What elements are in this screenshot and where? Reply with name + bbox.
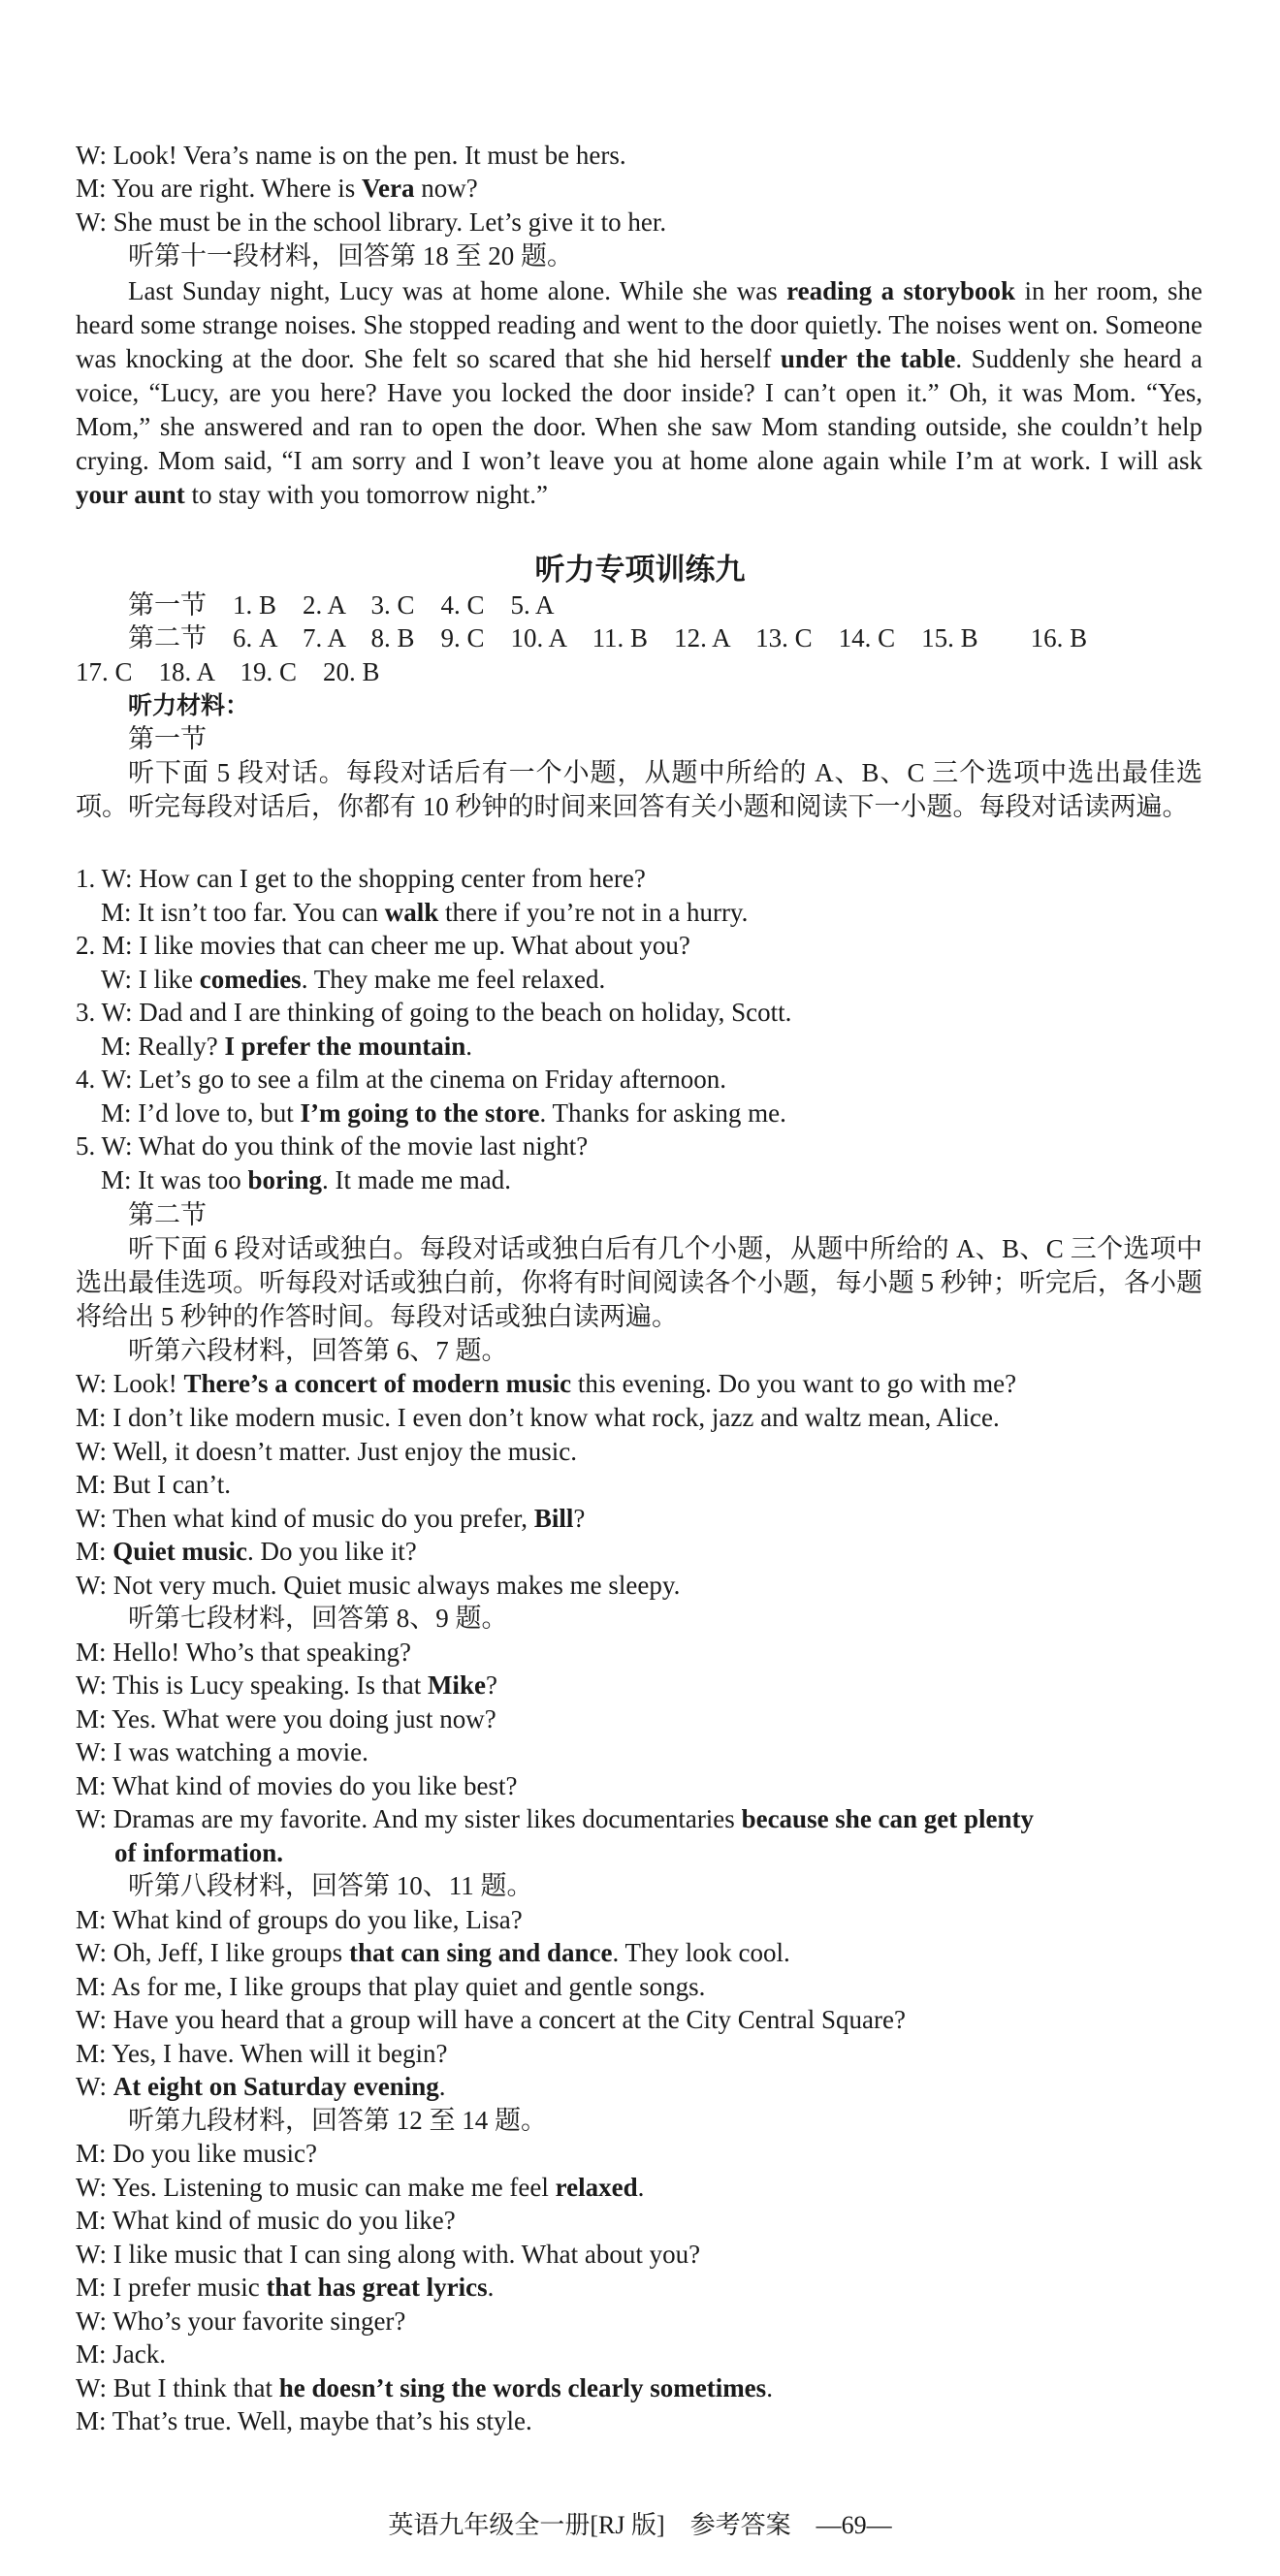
dialogue-line: M: What kind of movies do you like best? [76,1771,518,1800]
dialogue-line: 5. W: What do you think of the movie last night? [76,1131,589,1161]
dialogue-line: M: Do you like music? [76,2139,317,2168]
dialogue-line: M: Hello! Who’s that speaking? [76,1638,411,1667]
dialogue-line: M: What kind of music do you like? [76,2206,456,2235]
dialogue-line: M: I don’t like modern music. I even don’t know what rock, jazz and waltz mean, Alice. [76,1403,1000,1432]
dialogue-line: M: You are right. Where is Vera now? [76,174,478,203]
dialogue-line: W: Have you heard that a group will have a concert at the City Central Square? [76,2005,906,2034]
story-paragraph: Last Sunday night, Lucy was at home alone. While she was reading a storybook in her room, she heard some strange noises. She stopped reading and went to the door quietly. The noises went on. Someone was knocking at the door. She felt so scared that she hid herself under the table. Suddenly she heard a voice, “Lucy, are you here? Have you locked the door inside? I can’t open it.” Oh, it was Mom. “Yes, Mom,” she answered and ran to open the door. When she saw Mom standing outside, she couldn’t help crying. Mom said, “I am sorry and I won’t leave you at home alone again while I’m at work. I will ask your aunt to stay with you tomorrow night.” [76,276,1203,509]
dialogue-line: M: Yes, I have. When will it begin? [76,2039,448,2068]
section-heading: 听第十一段材料，回答第 18 至 20 题。 [128,241,573,270]
dialogue-line: M: That’s true. Well, maybe that’s his style. [76,2406,532,2435]
dialogue-line: M: I prefer music that has great lyrics. [76,2273,495,2302]
section-heading: 听第八段材料，回答第 10、11 题。 [128,1871,533,1900]
dialogue-line: W: I like music that I can sing along with. What about you? [76,2240,701,2269]
dialogue-line: W: Oh, Jeff, I like groups that can sing and dance. They look cool. [76,1938,790,1967]
section2-label: 第二节 [128,1200,207,1229]
dialogue-line: M: Yes. What were you doing just now? [76,1704,496,1733]
answers-part1: 第一节 1. B 2. A 3. C 4. C 5. A [128,590,555,620]
answers-part2-line1: 第二节 6. A 7. A 8. B 9. C 10. A 11. B 12. A 13. C 14. C 15. B 16. B [128,623,1088,652]
dialogue-line: M: Really? I prefer the mountain. [101,1032,472,1061]
dialogue-line: 2. M: I like movies that can cheer me up. What about you? [76,931,690,960]
dialogue-line: W: Look! There’s a concert of modern music this evening. Do you want to go with me? [76,1369,1017,1398]
dialogue-continuation: of information. [114,1838,283,1867]
page-title: 听力专项训练九 [534,553,746,588]
dialogue-line: M: What kind of groups do you like, Lisa? [76,1905,523,1934]
dialogue-line: W: Then what kind of music do you prefer, Bill? [76,1504,586,1533]
materials-label: 听力材料： [128,691,250,719]
dialogue-line: W: Look! Vera’s name is on the pen. It must be hers. [76,141,626,170]
dialogue-line: M: Jack. [76,2339,166,2369]
page-footer: 英语九年级全一册[RJ 版] 参考答案 —69— [388,2511,892,2539]
dialogue-line: M: It was too boring. It made me mad. [101,1165,511,1194]
answers-part2-line2: 17. C 18. A 19. C 20. B [76,657,380,686]
dialogue-line: W: She must be in the school library. Let’s give it to her. [76,207,667,237]
section-heading: 听第九段材料，回答第 12 至 14 题。 [128,2106,547,2135]
dialogue-line: M: I’d love to, but I’m going to the store. Thanks for asking me. [101,1098,786,1128]
dialogue-line: 4. W: Let’s go to see a film at the cinema on Friday afternoon. [76,1065,727,1094]
dialogue-line: M: Quiet music. Do you like it? [76,1537,417,1566]
dialogue-line: W: I was watching a movie. [76,1737,368,1766]
dialogue-line: M: But I can’t. [76,1470,231,1499]
dialogue-line: W: Well, it doesn’t matter. Just enjoy the music. [76,1437,578,1466]
section2-instructions: 听下面 6 段对话或独白。每段对话或独白后有几个小题，从题中所给的 A、B、C 三个选项中选出最佳选项。听每段对话或独白前，你将有时间阅读各个小题，每小题 5 秒钟；听完后，各小题将给出 5 秒钟的作答时间。每段对话或独白读两遍。 [76,1234,1202,1331]
section1-label: 第一节 [128,724,207,753]
dialogue-line: W: Dramas are my favorite. And my sister likes documentaries because she can get plenty [76,1804,1035,1833]
dialogue-line: W: Not very much. Quiet music always makes me sleepy. [76,1571,681,1600]
dialogue-line: W: Who’s your favorite singer? [76,2306,406,2336]
dialogue-line: W: But I think that he doesn’t sing the words clearly sometimes. [76,2373,773,2402]
dialogue-line: M: It isn’t too far. You can walk there if you’re not in a hurry. [101,898,749,927]
dialogue-line: W: I like comedies. They make me feel relaxed. [101,965,606,994]
dialogue-line: M: As for me, I like groups that play quiet and gentle songs. [76,1972,706,2001]
dialogue-line: 3. W: Dad and I are thinking of going to the beach on holiday, Scott. [76,998,792,1027]
section-heading: 听第七段材料，回答第 8、9 题。 [128,1604,508,1633]
dialogue-line: W: This is Lucy speaking. Is that Mike? [76,1670,497,1700]
dialogue-line: W: At eight on Saturday evening. [76,2072,446,2101]
section-heading: 听第六段材料，回答第 6、7 题。 [128,1336,508,1365]
section1-instructions: 听下面 5 段对话。每段对话后有一个小题，从题中所给的 A、B、C 三个选项中选出最佳选项。听完每段对话后，你都有 10 秒钟的时间来回答有关小题和阅读下一小题。每段对话读两遍。 [76,758,1202,821]
dialogue-line: 1. W: How can I get to the shopping center from here? [76,864,646,893]
dialogue-line: W: Yes. Listening to music can make me feel relaxed. [76,2173,645,2202]
